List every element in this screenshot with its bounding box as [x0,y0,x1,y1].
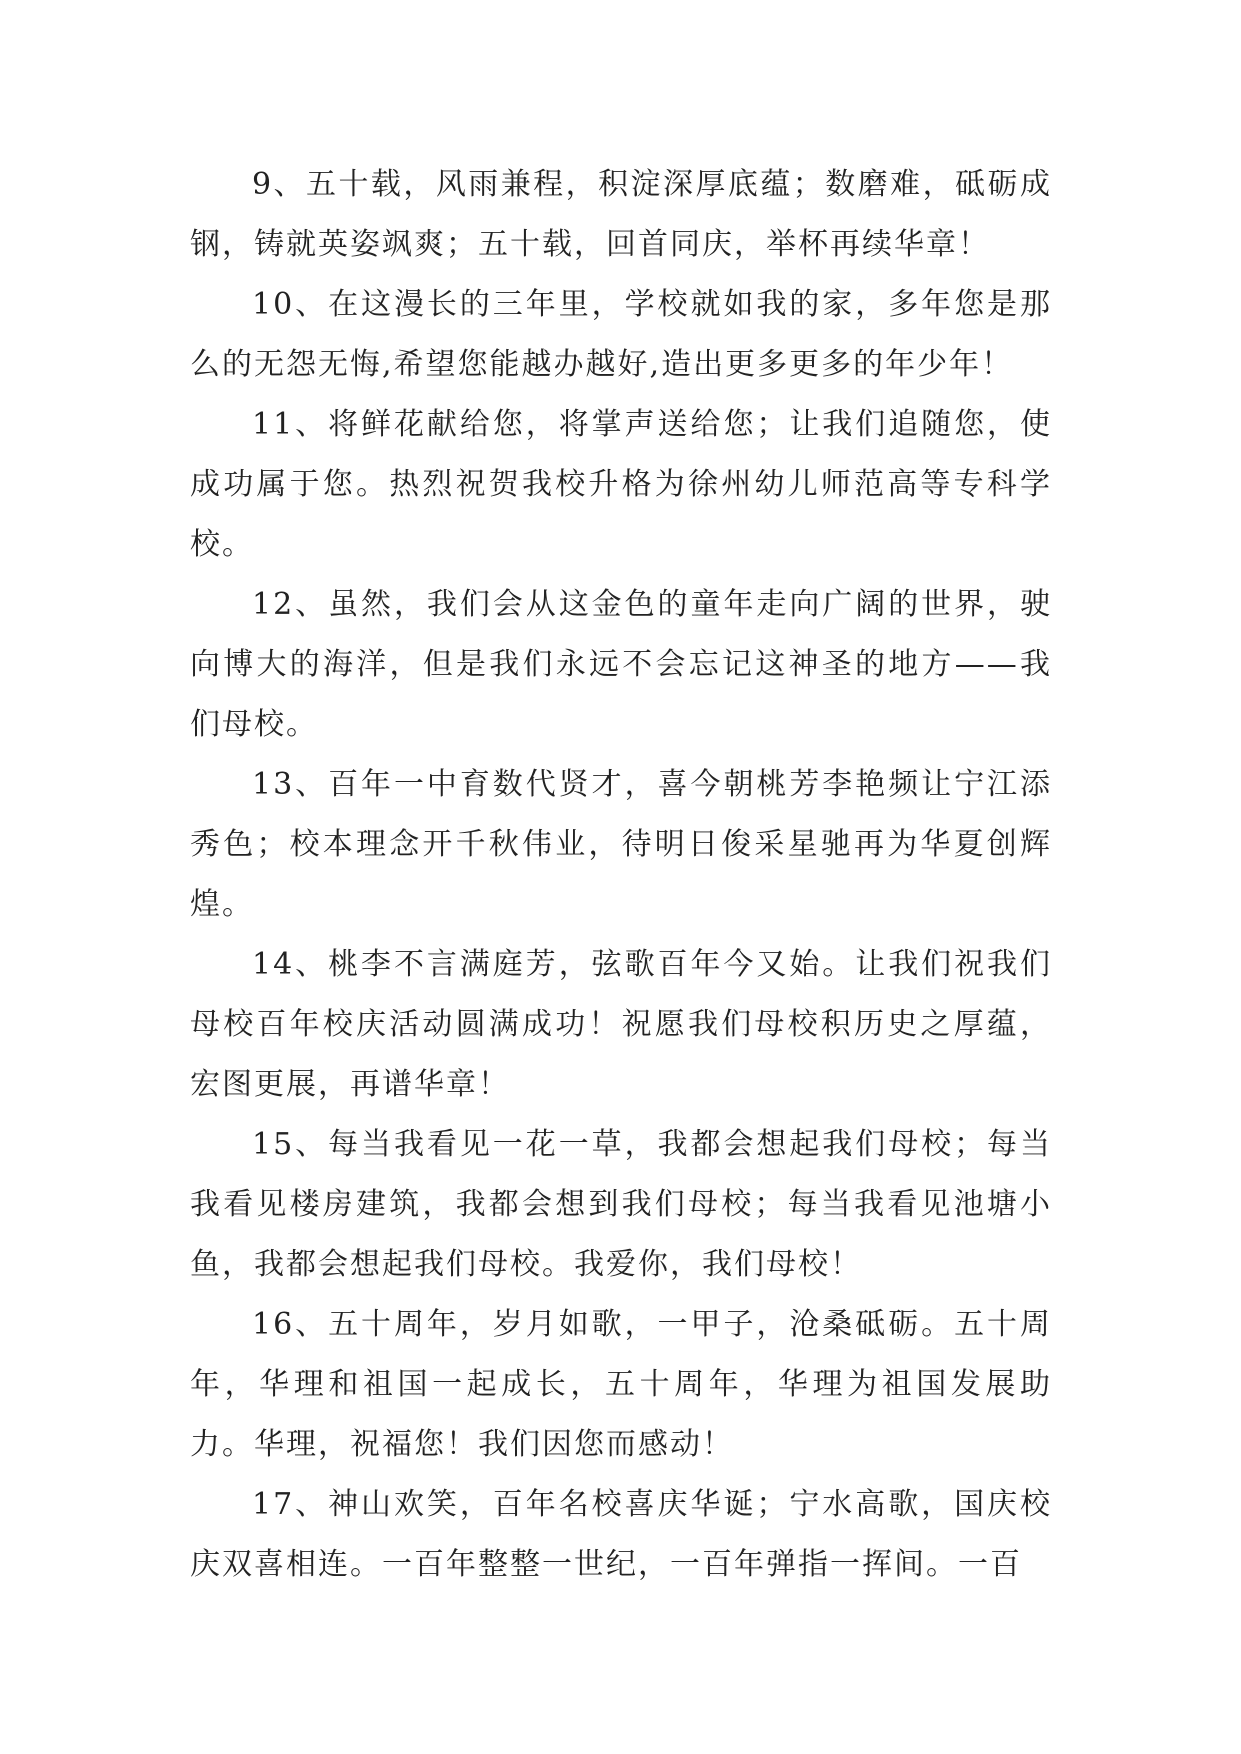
paragraph-17: 17、神山欢笑，百年名校喜庆华诞；宁水高歌，国庆校庆双喜相连。一百年整整一世纪，一百年弹指一挥间。一百 [190,1487,1052,1582]
paragraph-14: 14、桃李不言满庭芳，弦歌百年今又始。让我们祝我们母校百年校庆活动圆满成功！祝愿我们母校积历史之厚蕴，宏图更展，再谱华章！ [190,947,1052,1102]
paragraph-16: 16、五十周年，岁月如歌，一甲子，沧桑砥砺。五十周年，华理和祖国一起成长，五十周年，华理为祖国发展助力。华理，祝福您！我们因您而感动！ [190,1307,1052,1462]
paragraph-13: 13、百年一中育数代贤才，喜今朝桃芳李艳频让宁江添秀色；校本理念开千秋伟业，待明日俊采星驰再为华夏创辉煌。 [190,767,1052,922]
paragraph-15: 15、每当我看见一花一草，我都会想起我们母校；每当我看见楼房建筑，我都会想到我们母校；每当我看见池塘小鱼，我都会想起我们母校。我爱你，我们母校！ [190,1127,1052,1282]
paragraph-10: 10、在这漫长的三年里，学校就如我的家，多年您是那么的无怨无悔,希望您能越办越好,造出更多更多的年少年！ [190,287,1052,382]
paragraph-11: 11、将鲜花献给您，将掌声送给您；让我们追随您，使成功属于您。热烈祝贺我校升格为徐州幼儿师范高等专科学校。 [190,407,1052,562]
paragraph-12: 12、虽然，我们会从这金色的童年走向广阔的世界，驶向博大的海洋，但是我们永远不会忘记这神圣的地方——我们母校。 [190,587,1052,742]
paragraph-9: 9、五十载，风雨兼程，积淀深厚底蕴；数磨难，砥砺成钢，铸就英姿飒爽；五十载，回首同庆，举杯再续华章！ [190,167,1052,262]
document-body [190,155,1052,1595]
